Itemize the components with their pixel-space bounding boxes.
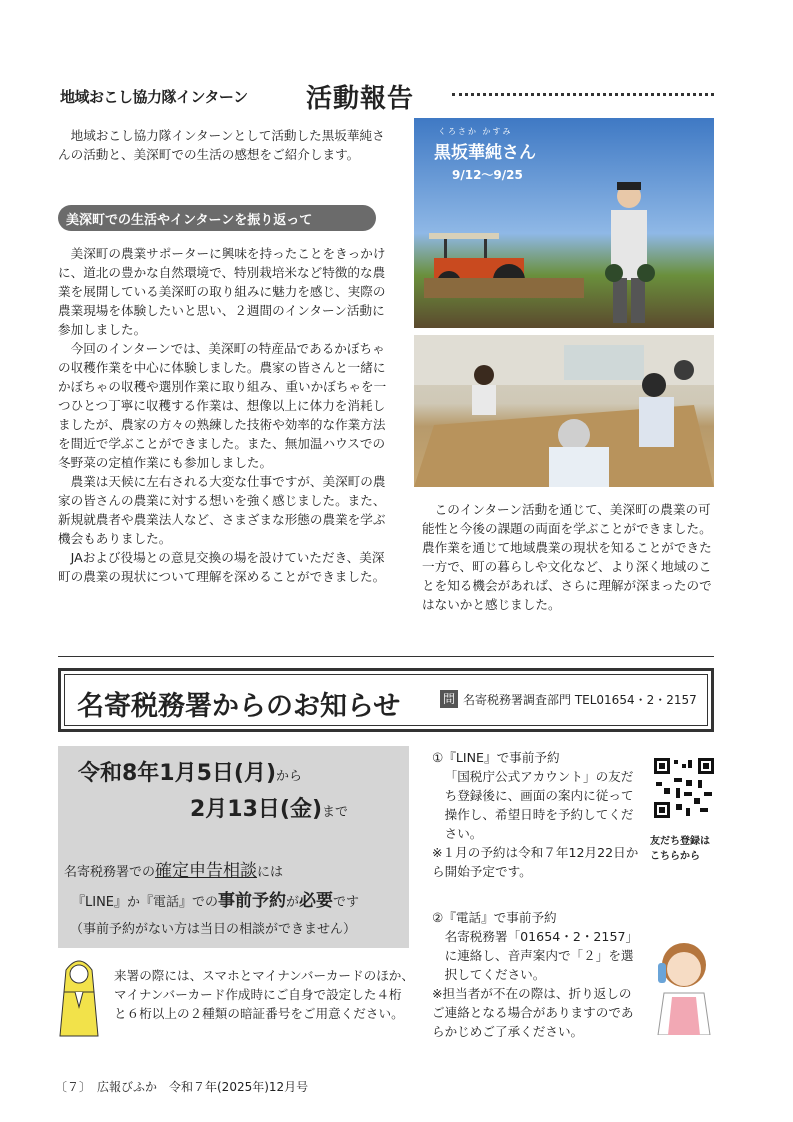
meeting-illustration <box>414 335 714 487</box>
tractor-illustration <box>424 228 584 298</box>
tax-title-frame <box>64 674 708 726</box>
paragraph: JAおよび役場との意見交換の場を設けていただき、美深町の農業の現状について理解を深めることができました。 <box>58 550 386 584</box>
line-body: 「国税庁公式アカウント」の友だち登録後に、画面の案内に従って操作し、希望日時を予約してください。 <box>444 769 634 841</box>
tax-notice-title: 名寄税務署からのお知らせ <box>77 691 401 722</box>
line-reservation <box>432 748 644 881</box>
qr-caption-line: こちらから <box>650 851 700 862</box>
section-divider <box>58 656 714 657</box>
period-start <box>78 756 302 787</box>
text-segment: 名寄税務署での <box>64 865 156 880</box>
qr-caption <box>650 834 710 864</box>
line-heading: ①『LINE』で事前予約 <box>432 750 560 765</box>
consultation-term: 確定申告相談 <box>155 861 258 881</box>
meeting-photo <box>414 335 714 487</box>
phone-body: 名寄税務署「01654・2・2157」に連絡し、音声案内で「２」を選択してください。 <box>444 929 639 982</box>
staff-woman-illustration <box>58 952 100 1040</box>
consultation-line <box>64 856 283 881</box>
report-header <box>60 78 720 114</box>
tax-contact: 名寄税務署調査部門 TEL01654・2・2157 <box>463 693 697 707</box>
phone-staff-illustration <box>656 935 712 1035</box>
phone-note: ※担当者が不在の際は、折り返しのご連絡となる場合がありますのであらかじめご了承ください。 <box>432 986 634 1039</box>
visit-note: 来署の際には、スマホとマイナンバーカードのほか、マイナンバーカード作成時にご自身で設定した４桁と６桁以上の２種類の暗証番号をご用意ください。 <box>114 968 414 1021</box>
period-end <box>190 792 348 823</box>
page-footer: 〔７〕 広報びふか 令和７年(2025年)12月号 <box>55 1080 309 1094</box>
paragraph: 今回のインターンでは、美深町の特産品であるかぼちゃの収穫作業を中心に体験しました。農家の皆さんと一緒にかぼちゃの収穫や選別作業に取り組み、重いかぼちゃを一つひとつ丁寧に収穫する作業は、想像以上に体力を消耗しましたが、農家の方々の熟練した技術や効率的な作業方法を間近で学ぶことができました。また、無加温ハウスでの冬野菜の定植作業にも参加しました。 <box>58 341 387 470</box>
required-term: 必要 <box>299 891 334 911</box>
person-illustration <box>599 178 659 328</box>
from-suffix: から <box>276 769 303 784</box>
text-segment: です <box>333 895 360 910</box>
left-body <box>58 244 388 586</box>
intern-dates: 9/12～9/25 <box>452 168 523 182</box>
paragraph: 農業は天候に左右される大変な仕事ですが、美深町の農家の皆さんの農業に対する想いを強く感じました。また、新規就農者や農業法人など、さまざまな形態の農業を学ぶ機会もありました。 <box>58 474 386 546</box>
tax-notice-title-box <box>58 668 714 732</box>
intern-name: 黒坂華純さん <box>434 143 536 163</box>
line-qr-code[interactable] <box>654 758 714 818</box>
text-segment: が <box>286 895 300 910</box>
text-segment: 『LINE』か『電話』での <box>72 895 219 910</box>
paragraph: 美深町の農業サポーターに興味を持ったことをきっかけに、道北の豊かな自然環境で、特別栽培米など特徴的な農業を展開している美深町の取り組みに魅力を感じ、実際の農業現場を体験したいと思い、２週間のインターン活動に参加しました。 <box>58 246 386 337</box>
header-title: 活動報告 <box>306 84 415 114</box>
phone-reservation <box>432 908 644 1041</box>
text-segment: には <box>257 865 284 880</box>
right-paragraph: このインターン活動を通じて、美深町の農業の可能性と今後の課題の両面を学ぶことができました。農作業を通じて地域農業の現状を知ることができた一方で、町の暮らしや文化など、より深く地域のことを知る機会があれば、さらに理解が深まったのではないかと感じました。 <box>422 502 712 612</box>
farm-photo <box>414 118 714 328</box>
reservation-required-line <box>72 886 359 911</box>
inquiry-badge: 問 <box>440 690 458 708</box>
phone-heading: ②『電話』で事前予約 <box>432 910 557 925</box>
header-dotted-rule <box>452 93 714 96</box>
qr-caption-line: 友だち登録は <box>650 836 710 847</box>
no-reservation-note: （事前予約がない方は当日の相談ができません） <box>70 922 357 937</box>
reservation-term: 事前予約 <box>218 891 287 911</box>
to-suffix: まで <box>322 805 349 820</box>
start-date: 令和8年1月5日(月) <box>78 761 277 786</box>
line-note: ※１月の予約は令和７年12月22日から開始予定です。 <box>432 845 639 879</box>
section-heading: 美深町での生活やインターンを振り返って <box>58 205 376 231</box>
name-ruby: くろさか かすみ <box>438 127 513 136</box>
consultation-period-box <box>58 746 409 948</box>
header-subtitle: 地域おこし協力隊インターン <box>60 88 248 106</box>
intro-paragraph: 地域おこし協力隊インターンとして活動した黒坂華純さんの活動と、美深町での生活の感想をご紹介します。 <box>58 128 385 162</box>
end-date: 2月13日(金) <box>190 797 323 822</box>
